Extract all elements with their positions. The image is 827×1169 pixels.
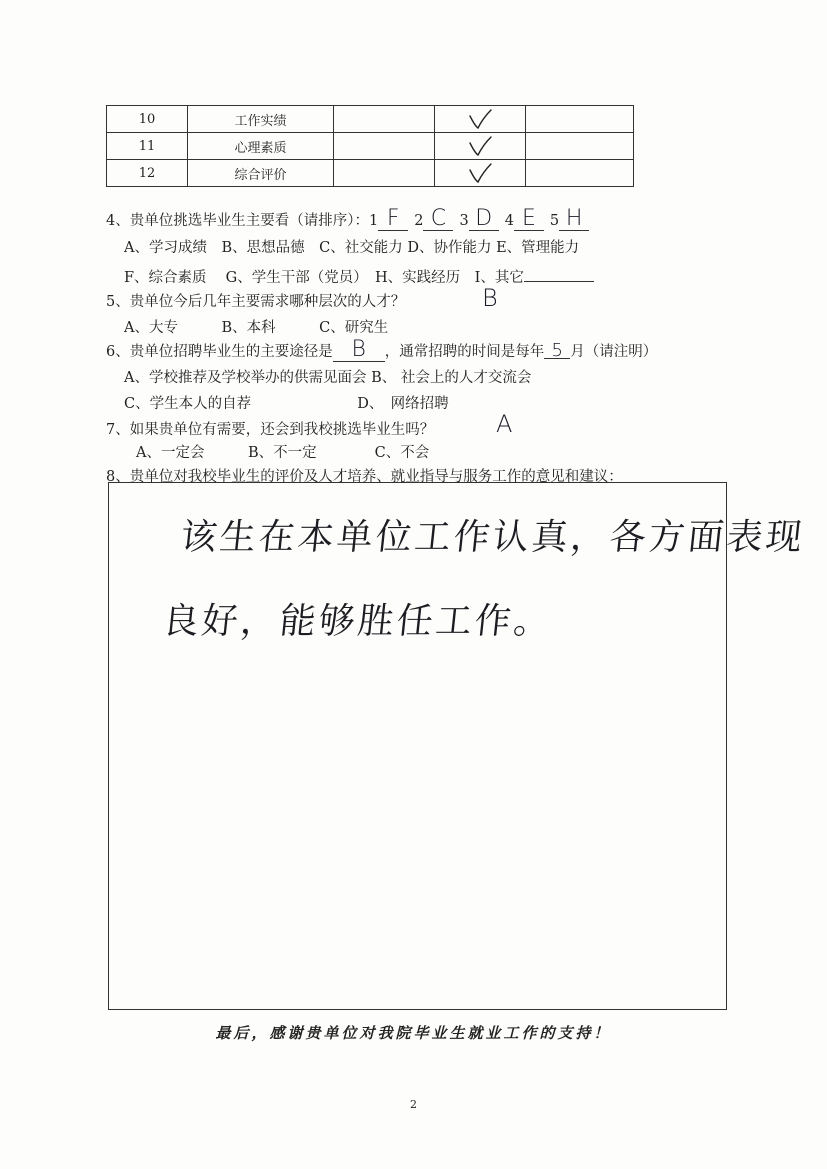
row-item: 心理素质 bbox=[188, 133, 334, 160]
row-checkmark-icon bbox=[435, 106, 526, 133]
question-8-prompt: 8、贵单位对我校毕业生的评价及人才培养、就业指导与服务工作的意见和建议： bbox=[106, 469, 623, 485]
row-number: 12 bbox=[107, 160, 188, 187]
row-number: 11 bbox=[107, 133, 188, 160]
rank-answer: C bbox=[423, 210, 453, 231]
rank-number: 2 bbox=[414, 213, 424, 229]
row-col-c bbox=[526, 160, 634, 187]
question-6-answer: B bbox=[333, 341, 385, 362]
rank-answer: F bbox=[378, 210, 408, 231]
row-col-c bbox=[526, 133, 634, 160]
row-col-a bbox=[334, 106, 435, 133]
rank-answer: H bbox=[559, 210, 589, 231]
rank-number: 3 bbox=[459, 213, 469, 229]
question-5-prompt: 5、贵单位今后几年主要需求哪种层次的人才？ bbox=[106, 294, 406, 310]
table-row bbox=[107, 106, 634, 133]
question-7-prompt: 7、如果贵单位有需要，还会到我校挑选毕业生吗？ bbox=[106, 422, 435, 438]
table-row bbox=[107, 160, 634, 187]
question-6: 6、贵单位招聘毕业生的主要途径是 B ，通常招聘的时间是每年 5 月（请注明） bbox=[106, 337, 658, 362]
closing-note: 最后，感谢贵单位对我院毕业生就业工作的支持！ bbox=[215, 1024, 612, 1042]
row-item: 综合评价 bbox=[188, 160, 334, 187]
evaluation-table bbox=[106, 105, 634, 187]
row-number: 10 bbox=[107, 106, 188, 133]
question-6-options-2: C、学生本人的自荐 D、 网络招聘 bbox=[124, 396, 449, 412]
question-6-month: 5 bbox=[544, 340, 570, 359]
rank-number: 4 bbox=[504, 213, 514, 229]
question-4-prompt: 4、贵单位挑选毕业生主要看（请排序）： bbox=[106, 213, 369, 229]
question-7-options: A、一定会 B、不一定 C、不会 bbox=[136, 445, 430, 461]
question-5-options: A、大专 B、本科 C、研究生 bbox=[124, 320, 389, 336]
question-4-options-1: A、学习成绩 B、思想品德 C、社交能力 D、协作能力 E、管理能力 bbox=[124, 240, 580, 256]
rank-number: 5 bbox=[549, 213, 560, 229]
question-4 bbox=[106, 206, 589, 231]
page-number: 2 bbox=[410, 1098, 417, 1111]
comment-line-2: 良好，能够胜任工作。 bbox=[160, 601, 555, 642]
row-col-a bbox=[334, 133, 435, 160]
row-checkmark-icon bbox=[435, 160, 526, 187]
question-7-answer: A bbox=[496, 410, 513, 438]
rank-number: 1 bbox=[368, 213, 379, 229]
row-col-c bbox=[526, 106, 634, 133]
row-checkmark-icon bbox=[435, 133, 526, 160]
rank-answer: E bbox=[514, 210, 544, 231]
comment-box bbox=[108, 482, 807, 1010]
rank-answer: D bbox=[469, 210, 499, 231]
question-4-options-2: F、综合素质 G、学生干部（党员） H、实践经历 I、其它 bbox=[124, 263, 594, 287]
row-item: 工作实绩 bbox=[188, 106, 334, 133]
table-row bbox=[107, 133, 634, 160]
other-blank bbox=[524, 263, 594, 282]
row-col-a bbox=[334, 160, 435, 187]
question-6-options-1: A、学校推荐及学校举办的供需见面会 B、 社会上的人才交流会 bbox=[124, 370, 532, 386]
comment-line-1: 该生在本单位工作认真，各方面表现 bbox=[178, 517, 807, 558]
question-5-answer: B bbox=[482, 284, 498, 312]
